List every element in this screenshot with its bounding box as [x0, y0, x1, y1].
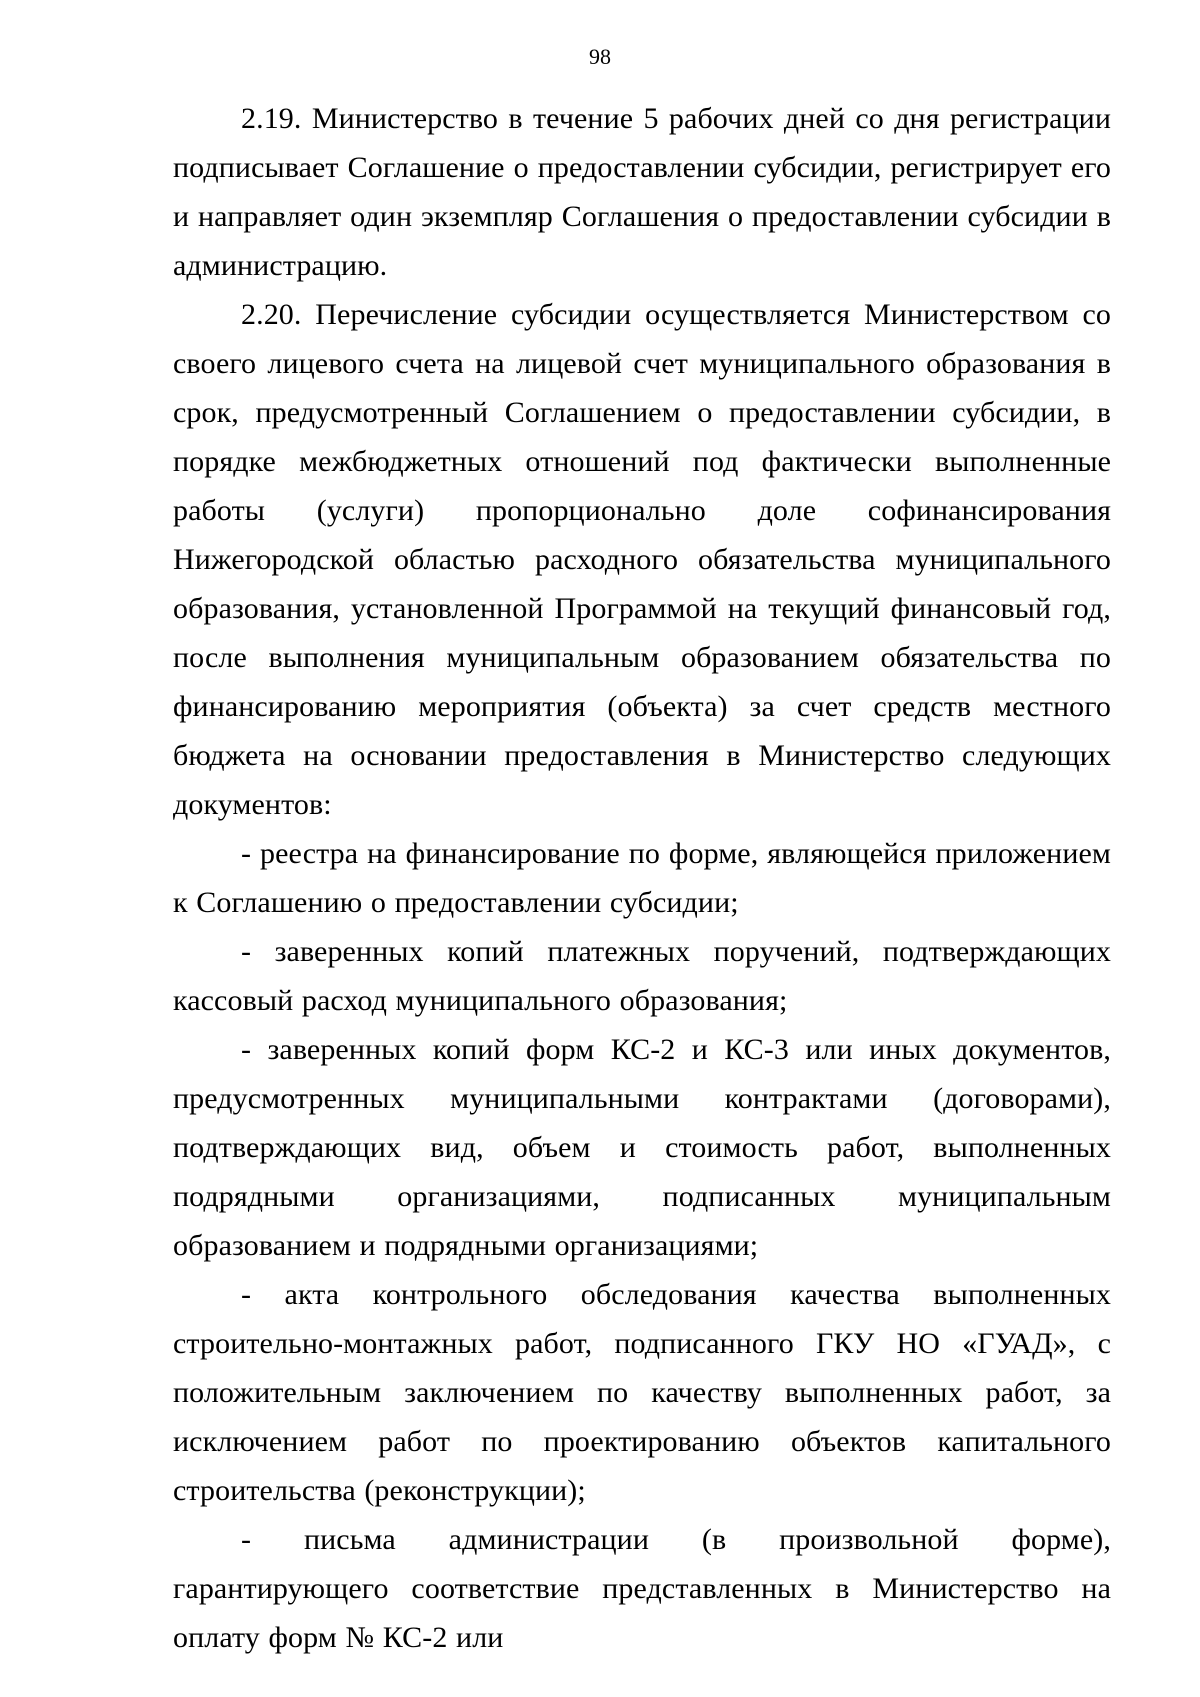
page-number: 98 — [589, 44, 611, 69]
list-item-ks-forms: - заверенных копий форм КС-2 и КС-3 или иных документов, предусмотренных муниципальными контрактами (договорами), подтверждающих вид, объем и стоимость работ, выполненных подрядными организациями, подписанных муниципальным образованием и подрядными организациями; — [173, 1033, 1111, 1262]
paragraph-2-20: 2.20. Перечисление субсидии осуществляется Министерством со своего лицевого счета на лицевой счет муниципального образования в срок, предусмотренный Соглашением о предоставлении субсидии, в порядке межбюджетных отношений под фактически выполненные работы (услуги) пропорционально доле софинансирования Нижегородской областью расходного обязательства муниципального образования, установленной Программой на текущий финансовый год, после выполнения муниципальным образованием обязательства по финансированию мероприятия (объекта) за счет средств местного бюджета на основании предоставления в Министерство следующих документов: — [173, 298, 1111, 821]
document-body — [173, 94, 1111, 1662]
list-item-inspection-act: - акта контрольного обследования качества выполненных строительно-монтажных работ, подписанного ГКУ НО «ГУАД», с положительным заключением по качеству выполненных работ, за исключением работ по проектированию объектов капитального строительства (реконструкции); — [173, 1278, 1111, 1507]
list-item-payment-orders: - заверенных копий платежных поручений, подтверждающих кассовый расход муниципального образования; — [173, 935, 1111, 1017]
list-item-registry: - реестра на финансирование по форме, являющейся приложением к Соглашению о предоставлении субсидии; — [173, 837, 1111, 919]
list-item-administration-letter: - письма администрации (в произвольной форме), гарантирующего соответствие представленных в Министерство на оплату форм № КС-2 или — [173, 1523, 1111, 1654]
paragraph-2-19: 2.19. Министерство в течение 5 рабочих дней со дня регистрации подписывает Соглашение о предоставлении субсидии, регистрирует его и направляет один экземпляр Соглашения о предоставлении субсидии в администрацию. — [173, 102, 1111, 282]
